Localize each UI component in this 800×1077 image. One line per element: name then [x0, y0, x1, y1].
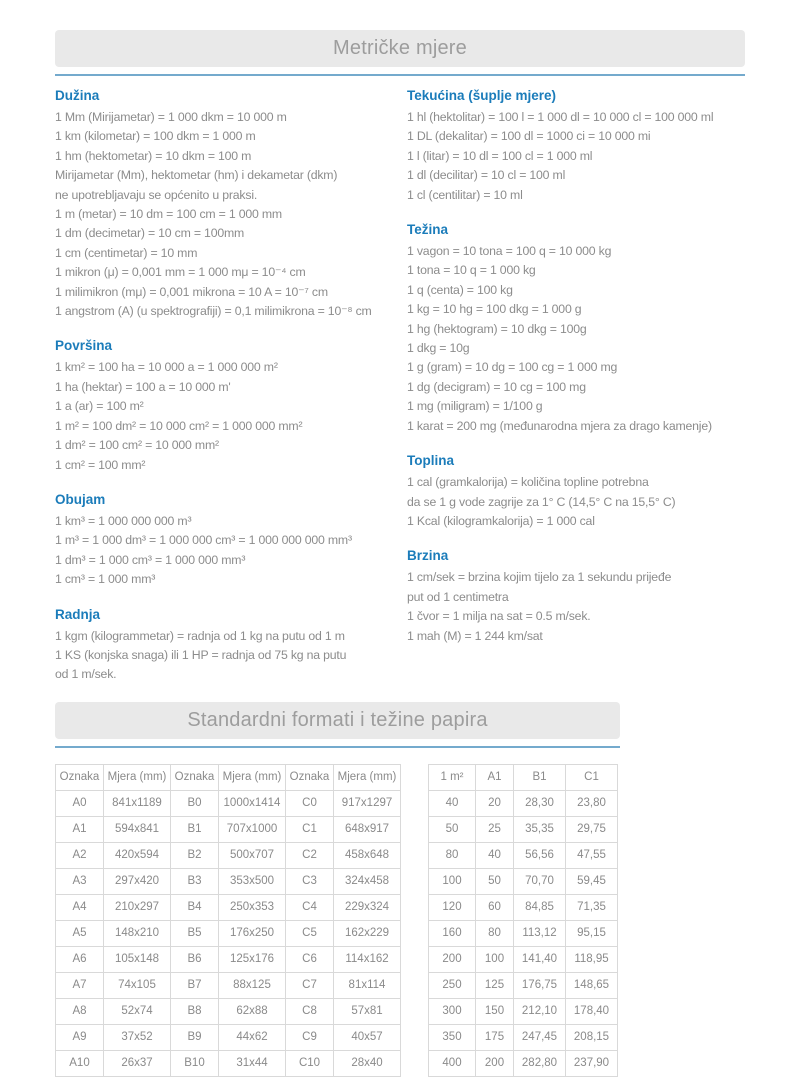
table-cell: 50 — [429, 816, 476, 842]
table-cell: B9 — [171, 1024, 219, 1050]
table-cell: 148x210 — [104, 920, 171, 946]
column-header: B1 — [514, 764, 566, 790]
table-cell: A4 — [56, 894, 104, 920]
table-cell: B3 — [171, 868, 219, 894]
column-header: Mjera (mm) — [219, 764, 286, 790]
measure-section — [55, 492, 407, 590]
table-cell: 200 — [476, 1050, 514, 1076]
table-cell: 210x297 — [104, 894, 171, 920]
table-cell: 40x57 — [334, 1024, 401, 1050]
definition-line: 1 cm³ = 1 000 mm³ — [55, 572, 156, 587]
table-row — [56, 1024, 401, 1050]
table-row — [429, 1024, 618, 1050]
table-cell: 37x52 — [104, 1024, 171, 1050]
column-header: Mjera (mm) — [334, 764, 401, 790]
section-heading: Obujam — [55, 491, 106, 507]
table-row — [429, 790, 618, 816]
table-row — [56, 790, 401, 816]
definition-line: 1 dm (decimetar) = 10 cm = 100mm — [55, 226, 245, 241]
table-cell: A2 — [56, 842, 104, 868]
table-cell: B7 — [171, 972, 219, 998]
table-row — [429, 946, 618, 972]
table-cell: B6 — [171, 946, 219, 972]
measure-section — [55, 607, 407, 685]
definition-line: 1 m² = 100 dm² = 10 000 cm² = 1 000 000 mm² — [55, 418, 303, 433]
table-cell: C4 — [286, 894, 334, 920]
definition-line: 1 milimikron (mμ) = 0,001 mikrona = 10 A = 10⁻⁷ cm — [55, 284, 328, 299]
table-cell: 175 — [476, 1024, 514, 1050]
paper-section-title: Standardni formati i težine papira — [187, 708, 488, 731]
table-cell: B4 — [171, 894, 219, 920]
definition-line: 1 q (centa) = 100 kg — [407, 282, 513, 297]
column-header: 1 m² — [429, 764, 476, 790]
table-cell: 162x229 — [334, 920, 401, 946]
column-header: A1 — [476, 764, 514, 790]
table-cell: C1 — [286, 816, 334, 842]
definition-line: 1 mg (miligram) = 1/100 g — [407, 399, 543, 414]
definition-line: 1 kg = 10 hg = 100 dkg = 1 000 g — [407, 302, 582, 317]
table-cell: 35,35 — [514, 816, 566, 842]
column-header: Oznaka — [171, 764, 219, 790]
table-cell: 841x1189 — [104, 790, 171, 816]
definition-line: 1 hg (hektogram) = 10 dkg = 100g — [407, 321, 587, 336]
table-cell: 80 — [429, 842, 476, 868]
table-row — [429, 894, 618, 920]
table-row — [56, 816, 401, 842]
definition-line: 1 cl (centilitar) = 10 ml — [407, 187, 523, 202]
definition-line: od 1 m/sek. — [55, 667, 117, 682]
table-cell: C5 — [286, 920, 334, 946]
table-header-row — [56, 764, 401, 790]
table-cell: 200 — [429, 946, 476, 972]
table-cell: B1 — [171, 816, 219, 842]
table-cell: C0 — [286, 790, 334, 816]
table-cell: A0 — [56, 790, 104, 816]
section-heading: Tekućina (šuplje mjere) — [407, 88, 557, 103]
definition-line: 1 vagon = 10 tona = 100 q = 10 000 kg — [407, 244, 612, 259]
paper-tables — [55, 764, 745, 1077]
measure-section — [407, 222, 745, 436]
table-cell: 648x917 — [334, 816, 401, 842]
section-heading: Radnja — [55, 606, 101, 622]
table-cell: 120 — [429, 894, 476, 920]
measure-section — [407, 548, 745, 646]
metric-right-column — [407, 88, 745, 702]
table-row — [56, 842, 401, 868]
metric-columns — [55, 88, 745, 702]
table-cell: 47,55 — [566, 842, 618, 868]
table-cell: 176,75 — [514, 972, 566, 998]
table-cell: 26x37 — [104, 1050, 171, 1076]
table-cell: 44x62 — [219, 1024, 286, 1050]
definition-line: 1 karat = 200 mg (međunarodna mjera za drago kamenje) — [407, 418, 712, 433]
table-cell: A6 — [56, 946, 104, 972]
table-cell: 80 — [476, 920, 514, 946]
definition-line: 1 ha (hektar) = 100 a = 10 000 m' — [55, 379, 231, 394]
table-cell: C8 — [286, 998, 334, 1024]
table-cell: 40 — [429, 790, 476, 816]
metric-section-title: Metričke mjere — [333, 37, 467, 59]
definition-line: 1 cm/sek = brzina kojim tijelo za 1 sekundu prijeđe — [407, 570, 672, 585]
table-cell: 141,40 — [514, 946, 566, 972]
table-cell: C3 — [286, 868, 334, 894]
table-cell: A5 — [56, 920, 104, 946]
definition-line: 1 a (ar) = 100 m² — [55, 399, 144, 414]
table-row — [56, 972, 401, 998]
definition-line: 1 kgm (kilogrammetar) = radnja od 1 kg na putu od 1 m — [55, 628, 345, 643]
definition-line: 1 km³ = 1 000 000 000 m³ — [55, 513, 192, 528]
table-row — [56, 1050, 401, 1076]
table-row — [429, 972, 618, 998]
table-row — [56, 920, 401, 946]
definition-line: 1 tona = 10 q = 1 000 kg — [407, 263, 536, 278]
table-cell: 300 — [429, 998, 476, 1024]
definition-line: 1 km (kilometar) = 100 dkm = 1 000 m — [55, 129, 256, 144]
column-header: Mjera (mm) — [104, 764, 171, 790]
table-cell: 105x148 — [104, 946, 171, 972]
table-cell: 29,75 — [566, 816, 618, 842]
definition-line: put od 1 centimetra — [407, 589, 509, 604]
section-heading: Dužina — [55, 88, 100, 103]
definition-line: 1 km² = 100 ha = 10 000 a = 1 000 000 m² — [55, 360, 278, 375]
table-cell: C2 — [286, 842, 334, 868]
measure-section — [55, 88, 407, 321]
column-header: Oznaka — [56, 764, 104, 790]
table-cell: 208,15 — [566, 1024, 618, 1050]
definition-line: 1 hl (hektolitar) = 100 l = 1 000 dl = 10 000 cl = 100 000 ml — [407, 110, 714, 124]
table-cell: 400 — [429, 1050, 476, 1076]
definition-line: 1 cm² = 100 mm² — [55, 457, 146, 472]
table-cell: 20 — [476, 790, 514, 816]
table-row — [56, 868, 401, 894]
metric-left-column — [55, 88, 407, 702]
column-header: C1 — [566, 764, 618, 790]
table-cell: 353x500 — [219, 868, 286, 894]
table-cell: B0 — [171, 790, 219, 816]
table-cell: 84,85 — [514, 894, 566, 920]
definition-line: 1 g (gram) = 10 dg = 100 cg = 1 000 mg — [407, 360, 618, 375]
definition-line: 1 DL (dekalitar) = 100 dl = 1000 ci = 10 000 mi — [407, 129, 651, 144]
table-cell: C9 — [286, 1024, 334, 1050]
table-row — [56, 998, 401, 1024]
definition-line: 1 KS (konjska snaga) ili 1 HP = radnja od 75 kg na putu — [55, 647, 347, 662]
table-cell: A8 — [56, 998, 104, 1024]
table-cell: 148,65 — [566, 972, 618, 998]
table-cell: 50 — [476, 868, 514, 894]
table-cell: 31x44 — [219, 1050, 286, 1076]
table-cell: A9 — [56, 1024, 104, 1050]
table-cell: 297x420 — [104, 868, 171, 894]
table-cell: 125 — [476, 972, 514, 998]
table-cell: 420x594 — [104, 842, 171, 868]
definition-line: 1 cal (gramkalorija) = količina topline potrebna — [407, 475, 649, 490]
definition-line: 1 dm³ = 1 000 cm³ = 1 000 000 mm³ — [55, 552, 246, 567]
table-row — [429, 998, 618, 1024]
column-header: Oznaka — [286, 764, 334, 790]
table-cell: 74x105 — [104, 972, 171, 998]
table-cell: 113,12 — [514, 920, 566, 946]
table-cell: 707x1000 — [219, 816, 286, 842]
table-cell: 40 — [476, 842, 514, 868]
definition-line: 1 mikron (μ) = 0,001 mm = 1 000 mμ = 10⁻⁴ cm — [55, 265, 306, 280]
table-cell: C10 — [286, 1050, 334, 1076]
definition-line: 1 Mm (Mirijametar) = 1 000 dkm = 10 000 m — [55, 110, 287, 124]
table-cell: 125x176 — [219, 946, 286, 972]
table-cell: 88x125 — [219, 972, 286, 998]
table-cell: 176x250 — [219, 920, 286, 946]
table-row — [429, 816, 618, 842]
definition-line: 1 angstrom (A) (u spektrografiji) = 0,1 milimikrona = 10⁻⁸ cm — [55, 304, 372, 319]
table-cell: 62x88 — [219, 998, 286, 1024]
table-cell: 71,35 — [566, 894, 618, 920]
table-row — [429, 842, 618, 868]
table-cell: 28x40 — [334, 1050, 401, 1076]
table-cell: 60 — [476, 894, 514, 920]
table-row — [429, 1050, 618, 1076]
section-heading: Težina — [407, 222, 449, 238]
definition-line: 1 m (metar) = 10 dm = 100 cm = 1 000 mm — [55, 207, 282, 222]
table-cell: 57x81 — [334, 998, 401, 1024]
table-cell: 324x458 — [334, 868, 401, 894]
measure-section — [55, 338, 407, 474]
table-cell: 282,80 — [514, 1050, 566, 1076]
measure-section — [407, 88, 745, 205]
paper-formats-table — [55, 764, 401, 1077]
paper-header-divider — [55, 746, 620, 748]
definition-line: 1 čvor = 1 milja na sat = 0.5 m/sek. — [407, 609, 591, 624]
table-cell: A10 — [56, 1050, 104, 1076]
table-cell: C6 — [286, 946, 334, 972]
section-heading: Brzina — [407, 548, 449, 564]
table-header-row — [429, 764, 618, 790]
table-cell: 212,10 — [514, 998, 566, 1024]
section-heading: Površina — [55, 338, 113, 354]
table-cell: 458x648 — [334, 842, 401, 868]
table-cell: B2 — [171, 842, 219, 868]
table-cell: 81x114 — [334, 972, 401, 998]
table-row — [429, 920, 618, 946]
table-cell: 59,45 — [566, 868, 618, 894]
definition-line: 1 dl (decilitar) = 10 cl = 100 ml — [407, 168, 566, 183]
definition-line: 1 cm (centimetar) = 10 mm — [55, 245, 198, 260]
definition-line: Mirijametar (Mm), hektometar (hm) i dekametar (dkm) — [55, 168, 338, 183]
table-cell: 25 — [476, 816, 514, 842]
table-cell: B5 — [171, 920, 219, 946]
table-row — [56, 894, 401, 920]
table-cell: 594x841 — [104, 816, 171, 842]
table-cell: B8 — [171, 998, 219, 1024]
table-cell: A3 — [56, 868, 104, 894]
definition-line: 1 Kcal (kilogramkalorija) = 1 000 cal — [407, 513, 595, 528]
table-cell: 237,90 — [566, 1050, 618, 1076]
definition-line: 1 dkg = 10g — [407, 341, 470, 356]
table-cell: 28,30 — [514, 790, 566, 816]
table-cell: A7 — [56, 972, 104, 998]
table-cell: 250x353 — [219, 894, 286, 920]
table-cell: C7 — [286, 972, 334, 998]
table-cell: 114x162 — [334, 946, 401, 972]
measure-section — [407, 453, 745, 531]
table-cell: 250 — [429, 972, 476, 998]
definition-line: 1 dg (decigram) = 10 cg = 100 mg — [407, 379, 586, 394]
table-cell: 100 — [429, 868, 476, 894]
definition-line: ne upotrebljavaju se općenito u praksi. — [55, 187, 258, 202]
table-cell: A1 — [56, 816, 104, 842]
table-cell: 95,15 — [566, 920, 618, 946]
table-row — [429, 868, 618, 894]
paper-weights-table — [428, 764, 618, 1077]
table-cell: 52x74 — [104, 998, 171, 1024]
table-cell: 500x707 — [219, 842, 286, 868]
table-cell: 150 — [476, 998, 514, 1024]
section-heading: Toplina — [407, 453, 454, 469]
table-cell: 70,70 — [514, 868, 566, 894]
definition-line: 1 hm (hektometar) = 10 dkm = 100 m — [55, 148, 252, 163]
table-cell: 178,40 — [566, 998, 618, 1024]
definition-line: 1 dm² = 100 cm² = 10 000 mm² — [55, 438, 219, 453]
table-cell: 118,95 — [566, 946, 618, 972]
definition-line: 1 mah (M) = 1 244 km/sat — [407, 628, 543, 643]
definition-line: 1 m³ = 1 000 dm³ = 1 000 000 cm³ = 1 000 000 000 mm³ — [55, 533, 352, 548]
table-cell: 350 — [429, 1024, 476, 1050]
table-cell: 100 — [476, 946, 514, 972]
definition-line: 1 l (litar) = 10 dl = 100 cl = 1 000 ml — [407, 148, 593, 163]
table-cell: 160 — [429, 920, 476, 946]
table-cell: 56,56 — [514, 842, 566, 868]
table-cell: 23,80 — [566, 790, 618, 816]
table-cell: 247,45 — [514, 1024, 566, 1050]
table-cell: 1000x1414 — [219, 790, 286, 816]
definition-line: da se 1 g vode zagrije za 1° C (14,5° C na 15,5° C) — [407, 494, 676, 509]
table-row — [56, 946, 401, 972]
table-cell: 917x1297 — [334, 790, 401, 816]
table-cell: 229x324 — [334, 894, 401, 920]
metric-header-divider — [55, 74, 745, 76]
metric-section-header — [55, 30, 745, 67]
paper-section-header — [55, 702, 620, 739]
table-cell: B10 — [171, 1050, 219, 1076]
